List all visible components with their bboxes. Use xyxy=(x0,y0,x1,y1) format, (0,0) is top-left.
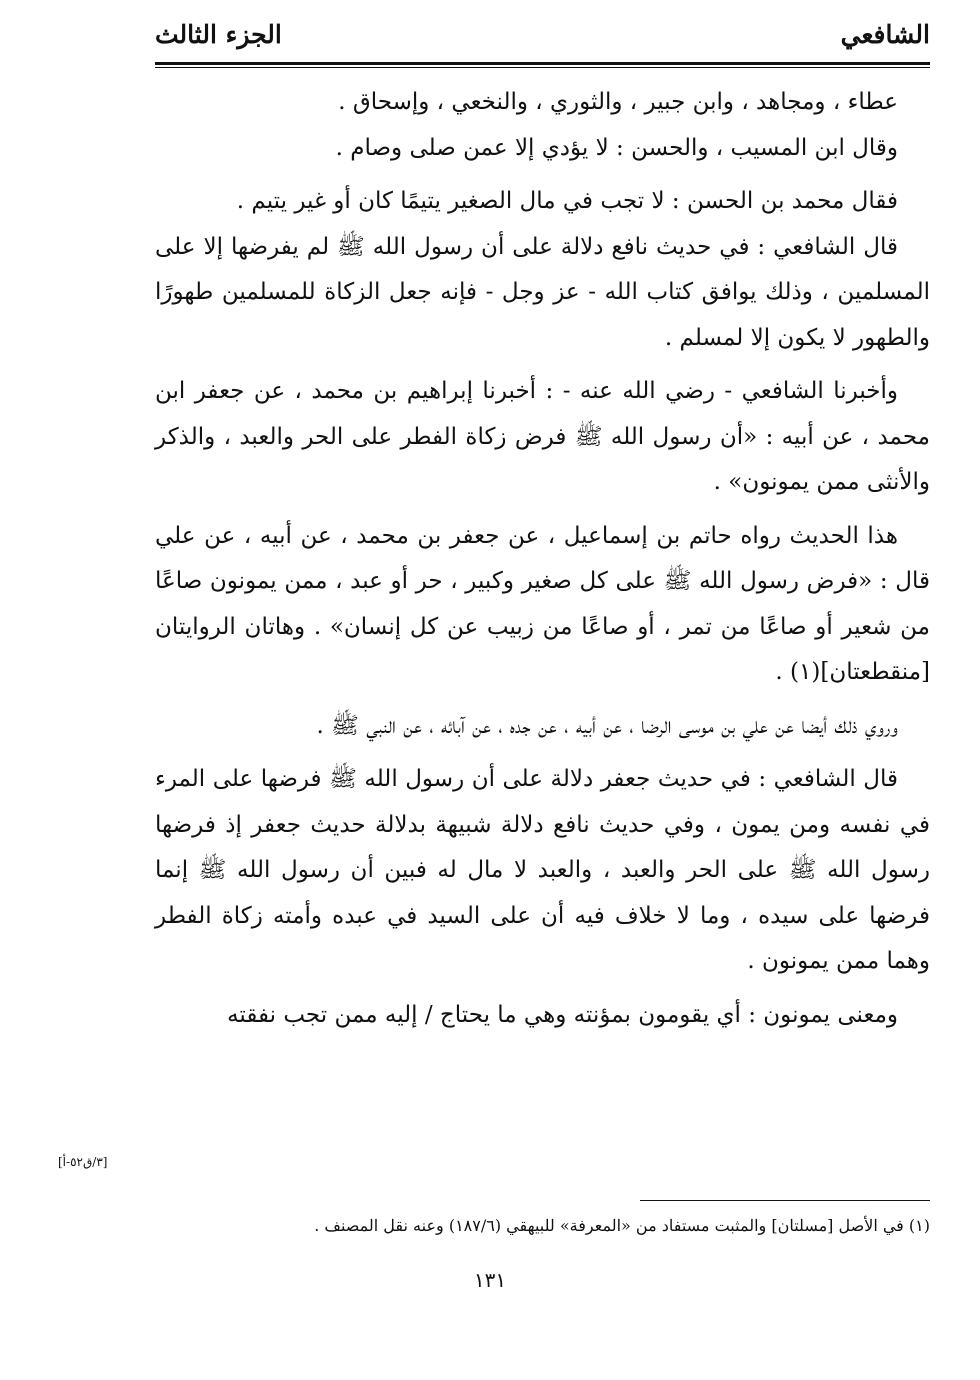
paragraph: فقال محمد بن الحسن : لا تجب في مال الصغير يتيمًا كان أو غير يتيم . xyxy=(236,188,898,214)
running-header xyxy=(155,12,930,62)
header-rule xyxy=(155,62,930,65)
footnote-rule xyxy=(640,1200,930,1201)
paragraph: هذا الحديث رواه حاتم بن إسماعيل ، عن جعفر بن محمد ، عن أبيه ، عن علي قال : «فرض رسول الله ﷺ على كل صغير وكبير ، حر أو عبد ، ممن يمونون صاعًا من شعير أو صاعًا من تمر ، أو صاعًا من زبيب عن كل إنسان» . وهاتان الروايتان [منقطعتان](١) . xyxy=(155,522,930,685)
paragraph: وقال ابن المسيب ، والحسن : لا يؤدي إلا عمن صلى وصام . xyxy=(335,134,898,161)
paragraph: وأخبرنا الشافعي - رضي الله عنه - : أخبرنا إبراهيم بن محمد ، عن جعفر ابن محمد ، عن أبيه : «أن رسول الله ﷺ فرض زكاة الفطر على الحر والعبد ، والذكر والأنثى ممن يمونون» . xyxy=(155,378,930,495)
paragraph: ومعنى يمونون : أي يقومون بمؤنته وهي ما يحتاج / إليه ممن تجب نفقته xyxy=(227,1001,898,1028)
page-number: ١٣١ xyxy=(473,1268,507,1292)
paragraph: قال الشافعي : في حديث نافع دلالة على أن رسول الله ﷺ لم يفرضها إلا على المسلمين ، وذلك يوافق كتاب الله - عز وجل - فإنه جعل الزكاة للمسلمين طهورًا والطهور لا يكون إلا لمسلم . xyxy=(155,233,930,351)
volume-label: الجزء الثالث xyxy=(155,20,282,49)
paragraph: عطاء ، ومجاهد ، وابن جبير ، والثوري ، والنخعي ، وإسحاق . xyxy=(338,89,898,115)
book-title: الشافعي xyxy=(840,20,930,49)
header-rule-thin xyxy=(155,67,930,68)
main-text xyxy=(155,80,930,1038)
manuscript-folio-note: [٣/ق٥٢-أ] xyxy=(58,1155,108,1169)
footnote: (١) في الأصل [مسلتان] والمثبت مستفاد من «المعرفة» للبيهقي (١٨٧/٦) وعنه نقل المصنف . xyxy=(314,1216,930,1235)
paragraph: قال الشافعي : في حديث جعفر دلالة على أن رسول الله ﷺ فرضها على المرء في نفسه ومن يمون ، وفي حديث نافع دلالة شبيهة بدلالة حديث جعفر إذ فرضها رسول الله ﷺ على الحر والعبد ، والعبد لا مال له فبين أن رسول الله ﷺ إنما فرضها على سيده ، وما لا خلاف فيه أن على السيد في عبده وأمته زكاة الفطر وهما ممن يمونون . xyxy=(155,766,930,974)
paragraph: وروي ذلك أيضا عن علي بن موسى الرضا ، عن أبيه ، عن جده ، عن آبائه ، عن النبي ﷺ . xyxy=(316,712,898,739)
